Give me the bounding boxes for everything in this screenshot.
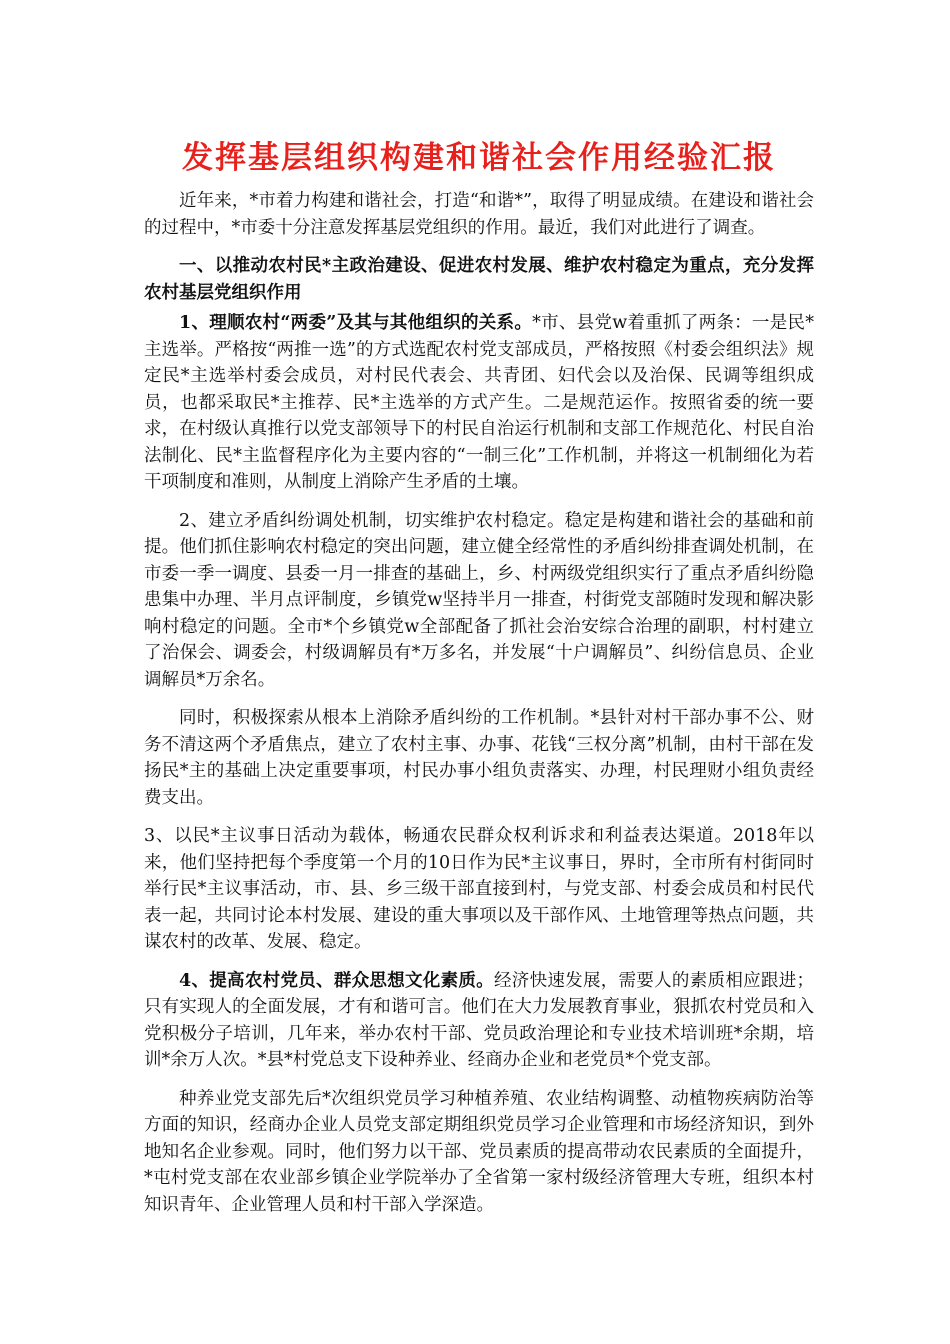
paragraph-6: 种养业党支部先后*次组织党员学习种植养殖、农业结构调整、动植物疾病防治等方面的知识，经商办企业人员党支部定期组织党员学习企业管理和市场经济知识，到外地知名企业参观。同时，他们努力以干部、党员素质的提高带动农民素质的全面提升，*屯村党支部在农业部乡镇企业学院举办了全省第一家村级经济管理大专班，组织本村知识青年、企业管理人员和村干部入学深造。 (144, 1088, 814, 1215)
document-page (144, 136, 814, 1230)
paragraph-1-body: *市、县党w着重抓了两条：一是民*主选举。严格按“两推一选”的方式选配农村党支部成员，严格按照《村委会组织法》规定民*主选举村委会成员，对村民代表会、共青团、妇代会以及治保、民调等组织成员，也都采取民*主推荐、民*主选举的方式产生。二是规范运作。按照省委的统一要求，在村级认真推行以党支部领导下的村民自治运行机制和支部工作规范化、村民自治法制化、民*主监督程序化为主要内容的“一制三化”工作机制，并将这一机制细化为若干项制度和准则，从制度上消除产生矛盾的土壤。 (144, 313, 814, 492)
paragraph-4: 3、以民*主议事日活动为载体，畅通农民群众权利诉求和利益表达渠道。2018年以来，他们坚持把每个季度第一个月的10日作为民*主议事日，界时，全市所有村街同时举行民*主议事活动，市、县、乡三级干部直接到村，与党支部、村委会成员和村民代表一起，共同讨论本村发展、建设的重大事项以及干部作风、土地管理等热点问题，共谋农村的改革、发展、稳定。 (144, 826, 814, 952)
paragraph-3: 同时，积极探索从根本上消除矛盾纠纷的工作机制。*县针对村干部办事不公、财务不清这两个矛盾焦点，建立了农村主事、办事、花钱“三权分离”机制，由村干部在发扬民*主的基础上决定重要事项，村民办事小组负责落实、办理，村民理财小组负责经费支出。 (144, 708, 814, 808)
section-heading: 一、以推动农村民*主政治建设、促进农村发展、维护农村稳定为重点，充分发挥农村基层党组织作用 (144, 256, 814, 303)
intro-paragraph: 近年来，*市着力构建和谐社会，打造“和谐*”，取得了明显成绩。在建设和谐社会的过程中，*市委十分注意发挥基层党组织的作用。最近，我们对此进行了调查。 (144, 191, 814, 238)
paragraph-1-lead: 1、理顺农村“两委”及其与其他组织的关系。 (179, 313, 533, 333)
paragraph-5-lead: 4、提高农村党员、群众思想文化素质。 (179, 970, 494, 991)
paragraph-1 (144, 310, 814, 496)
paragraph-2: 2、建立矛盾纠纷调处机制，切实维护农村稳定。稳定是构建和谐社会的基础和前提。他们抓住影响农村稳定的突出问题，建立健全经常性的矛盾纠纷排查调处机制，在市委一季一调度、县委一月一排查的基础上，乡、村两级党组织实行了重点矛盾纠纷隐患集中办理、半月点评制度，乡镇党w坚持半月一排查，村街党支部随时发现和解决影响村稳定的问题。全市*个乡镇党w全部配备了抓社会治安综合治理的副职，村村建立了治保会、调委会，村级调解员有*万多名，并发展“十户调解员”、纠纷信息员、企业调解员*万余名。 (144, 510, 814, 690)
document-title: 发挥基层组织构建和谐社会作用经验汇报 (182, 140, 776, 176)
paragraph-5-body: 经济快速发展，需要人的素质相应跟进；只有实现人的全面发展，才有和谐可言。他们在大力发展教育事业，狠抓农村党员和入党积极分子培训，几年来，举办农村干部、党员政治理论和专业技术培训班*余期，培训*余万人次。*县*村党总支下设种养业、经商办企业和老党员*个党支部。 (144, 970, 814, 1070)
paragraph-5 (144, 968, 814, 1074)
